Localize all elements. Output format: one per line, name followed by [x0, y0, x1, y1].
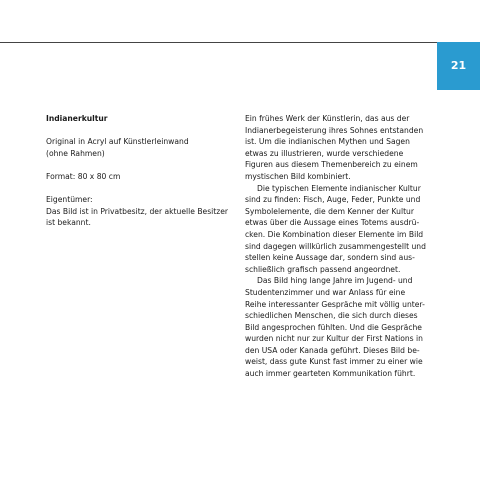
page-number-tab — [437, 42, 480, 90]
description-line: ist. Um die indianischen Mythen und Sagen — [245, 137, 410, 147]
description-line: den USA oder Kanada geführt. Dieses Bild be- — [245, 345, 420, 355]
description-line: Die typischen Elemente indianischer Kultur — [257, 183, 421, 193]
description-line: schiedlichen Menschen, die sich durch dieses — [245, 311, 418, 321]
owner-label: Eigentümer: — [46, 195, 93, 205]
description-line: etwas zu illustrieren, wurde verschiedene — [245, 148, 404, 158]
description-line: mystischen Bild kombiniert. — [245, 171, 351, 181]
medium-line-2: (ohne Rahmen) — [46, 148, 105, 158]
description-line: Figuren aus diesem Themenbereich zu einem — [245, 160, 418, 170]
owner-line-1: Das Bild ist in Privatbesitz, der aktuelle Besitzer — [46, 206, 229, 216]
description-line: Studentenzimmer und war Anlass für eine — [245, 287, 406, 297]
medium-line-1: Original in Acryl auf Künstlerleinwand — [46, 137, 189, 147]
artwork-description — [245, 113, 435, 380]
description-line: sind zu finden: Fisch, Auge, Feder, Punkte und — [245, 195, 421, 205]
format-line: Format: 80 x 80 cm — [46, 171, 121, 181]
artwork-title: Indianerkultur — [46, 114, 108, 123]
description-line: Bild angesprochen fühlten. Und die Gespräche — [245, 322, 422, 332]
artwork-details — [46, 113, 236, 229]
page-number: 21 — [450, 58, 467, 72]
description-line: sind dagegen willkürlich zusammengestellt und — [245, 241, 426, 251]
description-line: Indianerbegeisterung ihres Sohnes entstanden — [245, 125, 424, 135]
description-line: Reihe interessanter Gespräche mit völlig unter- — [245, 299, 425, 309]
description-line: stellen keine Aussage dar, sondern sind aus- — [245, 253, 415, 263]
header-rule — [0, 42, 437, 43]
description-line: schließlich grafisch passend angeordnet. — [245, 264, 401, 274]
description-line: auch immer gearteten Kommunikation führt. — [245, 369, 416, 379]
description-line: weist, dass gute Kunst fast immer zu einer wie — [245, 357, 423, 367]
description-line: etwas über die Aussage eines Totems ausdrü- — [245, 218, 420, 228]
owner-line-2: ist bekannt. — [46, 218, 91, 228]
description-line: Das Bild hing lange Jahre im Jugend- und — [257, 276, 413, 286]
description-line: Symbolelemente, die dem Kenner der Kultur — [245, 206, 414, 216]
description-line: cken. Die Kombination dieser Elemente im Bild — [245, 229, 424, 239]
description-line: Ein frühes Werk der Künstlerin, das aus der — [245, 114, 410, 123]
description-line: wurden nicht nur zur Kultur der First Nations in — [245, 334, 423, 344]
